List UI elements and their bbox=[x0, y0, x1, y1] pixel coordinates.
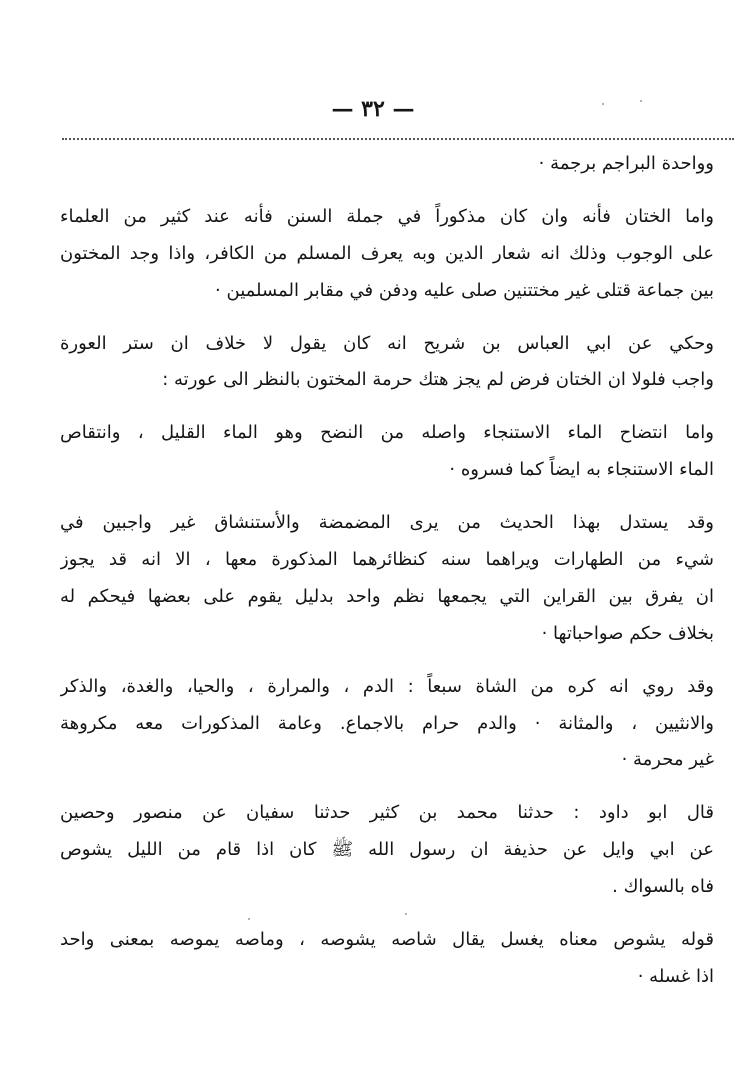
paragraph bbox=[60, 669, 714, 780]
body-text bbox=[60, 146, 714, 996]
text-line: واجب فلولا ان الختان فرض لم يجز هتك حرمة المختون بالنظر الى عورته : bbox=[162, 369, 714, 391]
paragraph bbox=[60, 199, 714, 310]
paragraph bbox=[60, 922, 714, 996]
paragraph bbox=[60, 505, 714, 653]
text-line: بخلاف حكم صواحباتها · bbox=[541, 622, 714, 644]
text-line: قال ابو داود : حدثنا محمد بن كثير حدثنا سفيان عن منصور وحصين bbox=[60, 802, 714, 824]
text-line: وواحدة البراجم برجمة · bbox=[538, 153, 714, 174]
text-line: ان يفرق بين القراين التي يجمعها نظم واحد بدليل يقوم على بعضها فيحكم له bbox=[60, 585, 714, 607]
text-line: غير محرمة · bbox=[621, 749, 714, 771]
paragraph bbox=[60, 146, 714, 183]
text-line: الماء الاستنجاء به ايضاً كما فسروه · bbox=[449, 459, 714, 481]
page-number: — ٣٢ — bbox=[331, 96, 415, 122]
text-line: فاه بالسواك . bbox=[612, 876, 714, 898]
paragraph bbox=[60, 326, 714, 400]
paragraph-gap bbox=[60, 779, 714, 795]
text-line: شيء من الطهارات ويراهما سنه كنظائرهما المذكورة معها ، الا انه قد يجوز bbox=[60, 549, 714, 571]
text-line: والانثيين ، والمثانة · والدم حرام بالاجماع. وعامة المذكورات معه مكروهة bbox=[60, 712, 714, 734]
speck bbox=[248, 918, 250, 920]
text-line: اذا غسله · bbox=[637, 965, 714, 987]
paragraph-gap bbox=[60, 183, 714, 199]
text-line: واما الختان فأنه وان كان مذكوراً في جملة السنن فأنه عند كثير من العلماء bbox=[60, 205, 714, 227]
text-line: عن ابي وايل عن حذيفة ان رسول الله ﷺ كان اذا قام من الليل يشوص bbox=[60, 839, 714, 861]
text-line: بين جماعة قتلى غير مختتنين صلى عليه ودفن في مقابر المسلمين · bbox=[215, 279, 714, 301]
speck bbox=[640, 100, 642, 102]
text-line: وحكي عن ابي العباس بن شريح انه كان يقول لا خلاف ان ستر العورة bbox=[60, 332, 714, 354]
text-line: واما انتضاح الماء الاستنجاء واصله من النضح وهو الماء القليل ، وانتقاص bbox=[60, 422, 714, 444]
paragraph-gap bbox=[60, 653, 714, 669]
paragraph-gap bbox=[60, 489, 714, 505]
speck bbox=[602, 103, 604, 105]
paragraph bbox=[60, 415, 714, 489]
paragraph-gap bbox=[60, 399, 714, 415]
paragraph-gap bbox=[60, 906, 714, 922]
text-line: قوله يشوص معناه يغسل يقال شاصه يشوصه ، وماصه يموصه بمعنى واحد bbox=[60, 929, 714, 951]
text-line: على الوجوب وذلك انه شعار الدين وبه يعرف المسلم من الكافر، واذا وجد المختون bbox=[60, 242, 714, 264]
text-line: وقد يستدل بهذا الحديث من يرى المضمضة والأستنشاق غير واجبين في bbox=[60, 512, 714, 534]
speck bbox=[405, 913, 407, 915]
paragraph-gap bbox=[60, 310, 714, 326]
text-line: وقد روي انه كره من الشاة سبعاً : الدم ، والمرارة ، والحيا، والغدة، والذكر bbox=[60, 675, 714, 697]
paragraph bbox=[60, 795, 714, 906]
header-rule bbox=[62, 138, 734, 140]
